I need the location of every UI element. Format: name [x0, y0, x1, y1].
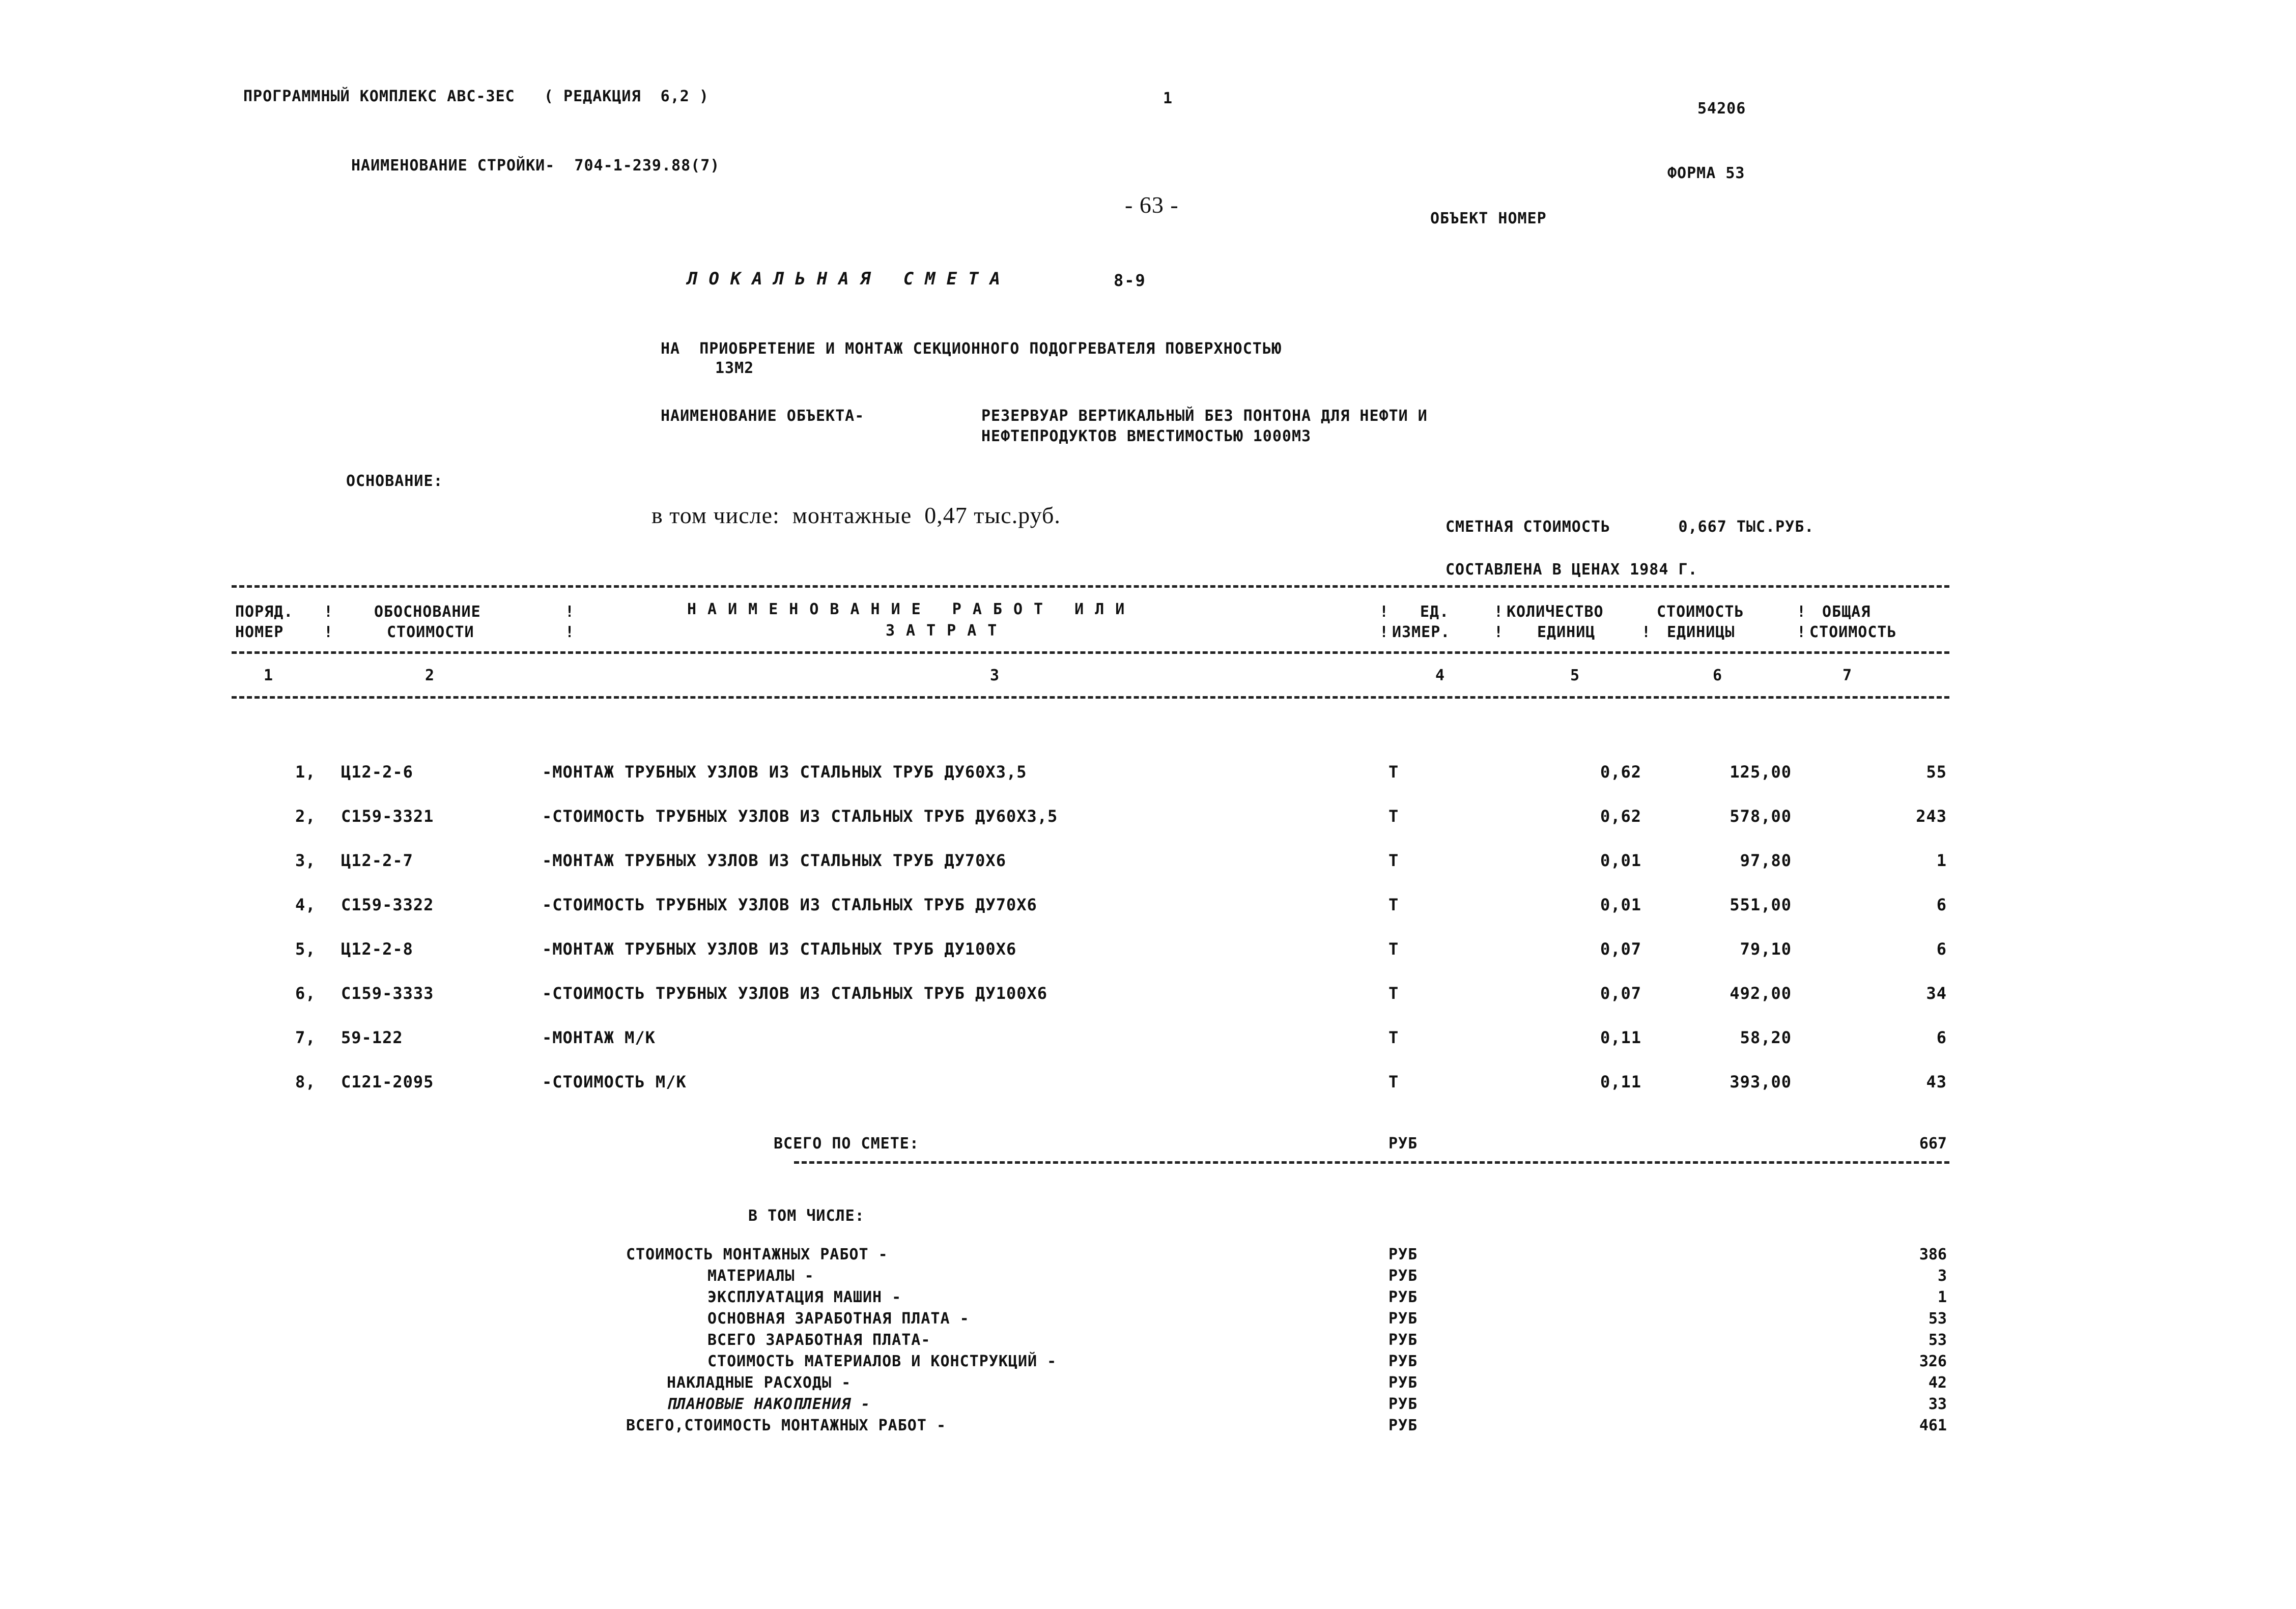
including-label: В ТОМ ЧИСЛЕ: [748, 1207, 865, 1225]
summary-unit: РУБ [1388, 1374, 1418, 1392]
row-quantity: 0,07 [1600, 984, 1641, 1003]
row-unit-price: 551,00 [1730, 895, 1792, 914]
price-level: СОСТАВЛЕНА В ЦЕНАХ 1984 Г. [1445, 561, 1698, 579]
col-header-qty-2: ЕДИНИЦ [1537, 623, 1596, 641]
row-name: -СТОИМОСТЬ ТРУБНЫХ УЗЛОВ ИЗ СТАЛЬНЫХ ТРУБ ДУ100Х6 [542, 984, 1048, 1003]
header-separator: ! [324, 623, 334, 641]
summary-value: 53 [1928, 1331, 1947, 1349]
col-header-total-2: СТОИМОСТЬ [1809, 623, 1897, 641]
summary-value: 1 [1937, 1288, 1947, 1306]
row-unit: Т [1388, 851, 1399, 870]
row-unit-price: 492,00 [1730, 984, 1792, 1003]
col-number-4: 4 [1435, 667, 1445, 684]
header-separator: ! [1379, 603, 1390, 621]
header-separator: ! [324, 603, 334, 621]
summary-unit: РУБ [1388, 1331, 1418, 1349]
row-unit: Т [1388, 762, 1399, 782]
row-unit: Т [1388, 895, 1399, 914]
summary-label: ВСЕГО,СТОИМОСТЬ МОНТАЖНЫХ РАБОТ - [626, 1417, 947, 1434]
col-header-price-2: ЕДИНИЦЫ [1667, 623, 1735, 641]
grand-total-unit: РУБ [1388, 1135, 1418, 1153]
row-quantity: 0,11 [1600, 1028, 1641, 1047]
row-quantity: 0,01 [1600, 895, 1641, 914]
summary-value: 42 [1928, 1374, 1947, 1392]
object-name-line2: НЕФТЕПРОДУКТОВ ВМЕСТИМОСТЬЮ 1000М3 [981, 427, 1312, 445]
col-header-price-1: СТОИМОСТЬ [1657, 603, 1744, 621]
row-basis: Ц12-2-7 [341, 851, 413, 870]
row-quantity: 0,62 [1600, 807, 1641, 826]
col-header-qty-1: КОЛИЧЕСТВО [1507, 603, 1604, 621]
col-header-basis-2: СТОИМОСТИ [387, 623, 474, 641]
row-number: 5, [295, 939, 316, 959]
header-separator: ! [1797, 603, 1807, 621]
header-separator: ! [565, 623, 575, 641]
object-number-label: ОБЪЕКТ НОМЕР [1430, 210, 1547, 227]
col-number-3: 3 [990, 667, 1000, 684]
row-total: 6 [1936, 1028, 1947, 1047]
row-number: 8, [295, 1072, 316, 1091]
col-header-order-1: ПОРЯД. [235, 603, 294, 621]
col-header-order-2: НОМЕР [235, 623, 284, 641]
row-unit: Т [1388, 939, 1399, 959]
row-basis: С159-3333 [341, 984, 434, 1003]
summary-unit: РУБ [1388, 1288, 1418, 1306]
basis-label: ОСНОВАНИЕ: [346, 472, 443, 490]
summary-unit: РУБ [1388, 1246, 1418, 1263]
sheet-number: 1 [1163, 90, 1173, 107]
row-name: -СТОИМОСТЬ ТРУБНЫХ УЗЛОВ ИЗ СТАЛЬНЫХ ТРУБ ДУ70Х6 [542, 895, 1037, 914]
summary-label: МАТЕРИАЛЫ - [707, 1267, 814, 1285]
summary-label: ЭКСПЛУАТАЦИЯ МАШИН - [707, 1288, 902, 1306]
row-number: 3, [295, 851, 316, 870]
estimated-cost: СМЕТНАЯ СТОИМОСТЬ 0,667 ТЫС.РУБ. [1445, 518, 1815, 536]
row-quantity: 0,62 [1600, 762, 1641, 782]
row-total: 34 [1926, 984, 1947, 1003]
estimate-number: 8-9 [1114, 271, 1146, 290]
row-number: 7, [295, 1028, 316, 1047]
row-unit-price: 578,00 [1730, 807, 1792, 826]
row-unit: Т [1388, 807, 1399, 826]
estimate-subject-line1: НА ПРИОБРЕТЕНИЕ И МОНТАЖ СЕКЦИОННОГО ПОДОГРЕВАТЕЛЯ ПОВЕРХНОСТЬЮ [661, 340, 1282, 358]
row-total: 6 [1936, 939, 1947, 959]
page-number: - 63 - [1125, 192, 1179, 218]
header-separator: ! [1641, 623, 1652, 641]
row-name: -СТОИМОСТЬ ТРУБНЫХ УЗЛОВ ИЗ СТАЛЬНЫХ ТРУБ ДУ60Х3,5 [542, 807, 1058, 826]
summary-unit: РУБ [1388, 1417, 1418, 1434]
summary-value: 386 [1919, 1246, 1947, 1263]
summary-unit: РУБ [1388, 1353, 1418, 1370]
row-total: 55 [1926, 762, 1947, 782]
summary-label: ВСЕГО ЗАРАБОТНАЯ ПЛАТА- [707, 1331, 931, 1349]
row-name: -МОНТАЖ ТРУБНЫХ УЗЛОВ ИЗ СТАЛЬНЫХ ТРУБ ДУ70Х6 [542, 851, 1006, 870]
header-separator: ! [565, 603, 575, 621]
form-number: ФОРМА 53 [1667, 164, 1745, 182]
document-code: 54206 [1697, 100, 1746, 118]
header-separator: ! [1379, 623, 1390, 641]
row-unit: Т [1388, 1072, 1399, 1091]
table-row [0, 851, 2296, 871]
col-header-basis-1: ОБОСНОВАНИЕ [374, 603, 481, 621]
col-number-5: 5 [1570, 667, 1580, 684]
installation-cost-note: в том числе: монтажные 0,47 тыс.руб. [651, 502, 1061, 528]
table-row [0, 895, 2296, 915]
summary-value: 326 [1919, 1353, 1947, 1370]
row-number: 6, [295, 984, 316, 1003]
summary-label: СТОИМОСТЬ МАТЕРИАЛОВ И КОНСТРУКЦИЙ - [707, 1353, 1057, 1370]
col-number-1: 1 [264, 667, 274, 684]
col-header-total-1: ОБЩАЯ [1822, 603, 1871, 621]
row-basis: С159-3321 [341, 807, 434, 826]
row-total: 6 [1936, 895, 1947, 914]
row-total: 43 [1926, 1072, 1947, 1091]
col-header-unit-2: ИЗМЕР. [1392, 623, 1451, 641]
row-total: 1 [1936, 851, 1947, 870]
col-number-2: 2 [425, 667, 435, 684]
table-row [0, 939, 2296, 960]
row-total: 243 [1916, 807, 1947, 826]
object-label: НАИМЕНОВАНИЕ ОБЪЕКТА- [661, 407, 865, 425]
row-basis: Ц12-2-8 [341, 939, 413, 959]
program-name: ПРОГРАММНЫЙ КОМПЛЕКС АВС-3ЕС ( РЕДАКЦИЯ 6,2 ) [243, 88, 709, 105]
row-name: -МОНТАЖ ТРУБНЫХ УЗЛОВ ИЗ СТАЛЬНЫХ ТРУБ ДУ60Х3,5 [542, 762, 1027, 782]
object-name-line1: РЕЗЕРВУАР ВЕРТИКАЛЬНЫЙ БЕЗ ПОНТОНА ДЛЯ НЕФТИ И [981, 407, 1428, 425]
row-number: 4, [295, 895, 316, 914]
row-name: -МОНТАЖ М/К [542, 1028, 656, 1047]
row-quantity: 0,01 [1600, 851, 1641, 870]
header-top-rule [232, 585, 1949, 588]
summary-value: 33 [1928, 1395, 1947, 1413]
col-number-7: 7 [1843, 667, 1853, 684]
summary-label: ОСНОВНАЯ ЗАРАБОТНАЯ ПЛАТА - [707, 1310, 970, 1328]
summary-value: 53 [1928, 1310, 1947, 1328]
row-quantity: 0,11 [1600, 1072, 1641, 1091]
estimate-title: ЛОКАЛЬНАЯ СМЕТА [687, 269, 1012, 289]
row-unit-price: 58,20 [1740, 1028, 1792, 1047]
row-unit-price: 79,10 [1740, 939, 1792, 959]
table-row [0, 1028, 2296, 1048]
col-header-name-2: ЗАТРАТ [886, 622, 1008, 640]
grand-total-label: ВСЕГО ПО СМЕТЕ: [774, 1135, 919, 1153]
row-name: -МОНТАЖ ТРУБНЫХ УЗЛОВ ИЗ СТАЛЬНЫХ ТРУБ ДУ100Х6 [542, 939, 1017, 959]
summary-label: СТОИМОСТЬ МОНТАЖНЫХ РАБОТ - [626, 1246, 888, 1263]
row-basis: 59-122 [341, 1028, 403, 1047]
summary-unit: РУБ [1388, 1267, 1418, 1285]
table-row [0, 762, 2296, 783]
row-name: -СТОИМОСТЬ М/К [542, 1072, 687, 1091]
summary-label: ПЛАНОВЫЕ НАКОПЛЕНИЯ - [667, 1395, 871, 1413]
totals-rule [794, 1161, 1949, 1164]
row-unit-price: 97,80 [1740, 851, 1792, 870]
estimate-subject-line2: 13М2 [715, 359, 754, 377]
table-row [0, 807, 2296, 827]
row-quantity: 0,07 [1600, 939, 1641, 959]
construction-name: НАИМЕНОВАНИЕ СТРОЙКИ- 704-1-239.88(7) [351, 157, 720, 175]
row-unit-price: 125,00 [1730, 762, 1792, 782]
summary-unit: РУБ [1388, 1310, 1418, 1328]
summary-label: НАКЛАДНЫЕ РАСХОДЫ - [667, 1374, 852, 1392]
row-basis: С121-2095 [341, 1072, 434, 1091]
row-basis: С159-3322 [341, 895, 434, 914]
row-unit-price: 393,00 [1730, 1072, 1792, 1091]
header-separator: ! [1494, 623, 1504, 641]
header-bottom-rule [232, 696, 1949, 699]
row-unit: Т [1388, 984, 1399, 1003]
col-number-6: 6 [1713, 667, 1723, 684]
table-row [0, 1072, 2296, 1093]
header-mid-rule [232, 651, 1949, 654]
summary-unit: РУБ [1388, 1395, 1418, 1413]
summary-value: 461 [1919, 1417, 1947, 1434]
row-unit: Т [1388, 1028, 1399, 1047]
row-basis: Ц12-2-6 [341, 762, 413, 782]
col-header-name-1: НАИМЕНОВАНИЕ РАБОТ ИЛИ [687, 600, 1136, 618]
summary-value: 3 [1937, 1267, 1947, 1285]
grand-total-value: 667 [1919, 1135, 1947, 1153]
row-number: 2, [295, 807, 316, 826]
table-row [0, 984, 2296, 1004]
row-number: 1, [295, 762, 316, 782]
header-separator: ! [1797, 623, 1807, 641]
col-header-unit-1: ЕД. [1420, 603, 1450, 621]
header-separator: ! [1494, 603, 1504, 621]
